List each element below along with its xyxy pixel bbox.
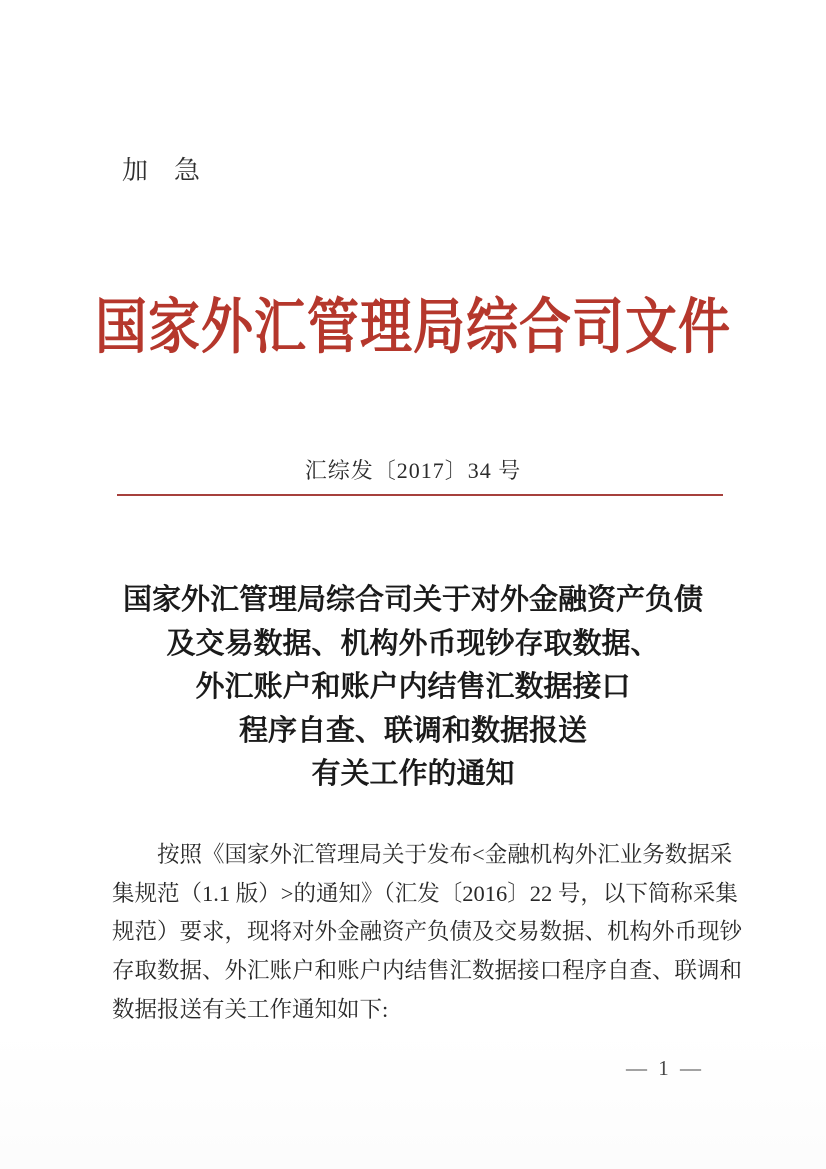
body-line: 规范）要求，现将对外金融资产负债及交易数据、机构外币现钞 — [112, 919, 743, 945]
page-number: — 1 — — [626, 1056, 704, 1080]
body-line: 集规范（1.1 版）>的通知》（汇发〔2016〕22 号，以下简称采集 — [112, 880, 738, 906]
document-number: 汇综发〔2017〕34 号 — [304, 458, 522, 483]
body-line: 存取数据、外汇账户和账户内结售汇数据接口程序自查、联调和 — [112, 958, 743, 984]
notice-body-paragraph — [112, 836, 743, 1029]
body-line: 按照《国家外汇管理局关于发布<金融机构外汇业务数据采 — [157, 842, 733, 867]
notice-title-line: 及交易数据、机构外币现钞存取数据、 — [166, 627, 660, 660]
letterhead-title: 国家外汇管理局综合司文件 — [94, 295, 731, 362]
notice-title-line: 国家外汇管理局综合司关于对外金融资产负债 — [122, 584, 703, 616]
red-separator-line — [117, 494, 723, 496]
body-line: 数据报送有关工作通知如下: — [112, 996, 389, 1022]
notice-title-line: 有关工作的通知 — [311, 758, 515, 790]
notice-title-line: 外汇账户和账户内结售汇数据接口 — [195, 671, 631, 703]
notice-title — [103, 579, 723, 797]
notice-title-line: 程序自查、联调和数据报送 — [238, 714, 587, 747]
urgency-label: 加 急 — [122, 155, 201, 185]
